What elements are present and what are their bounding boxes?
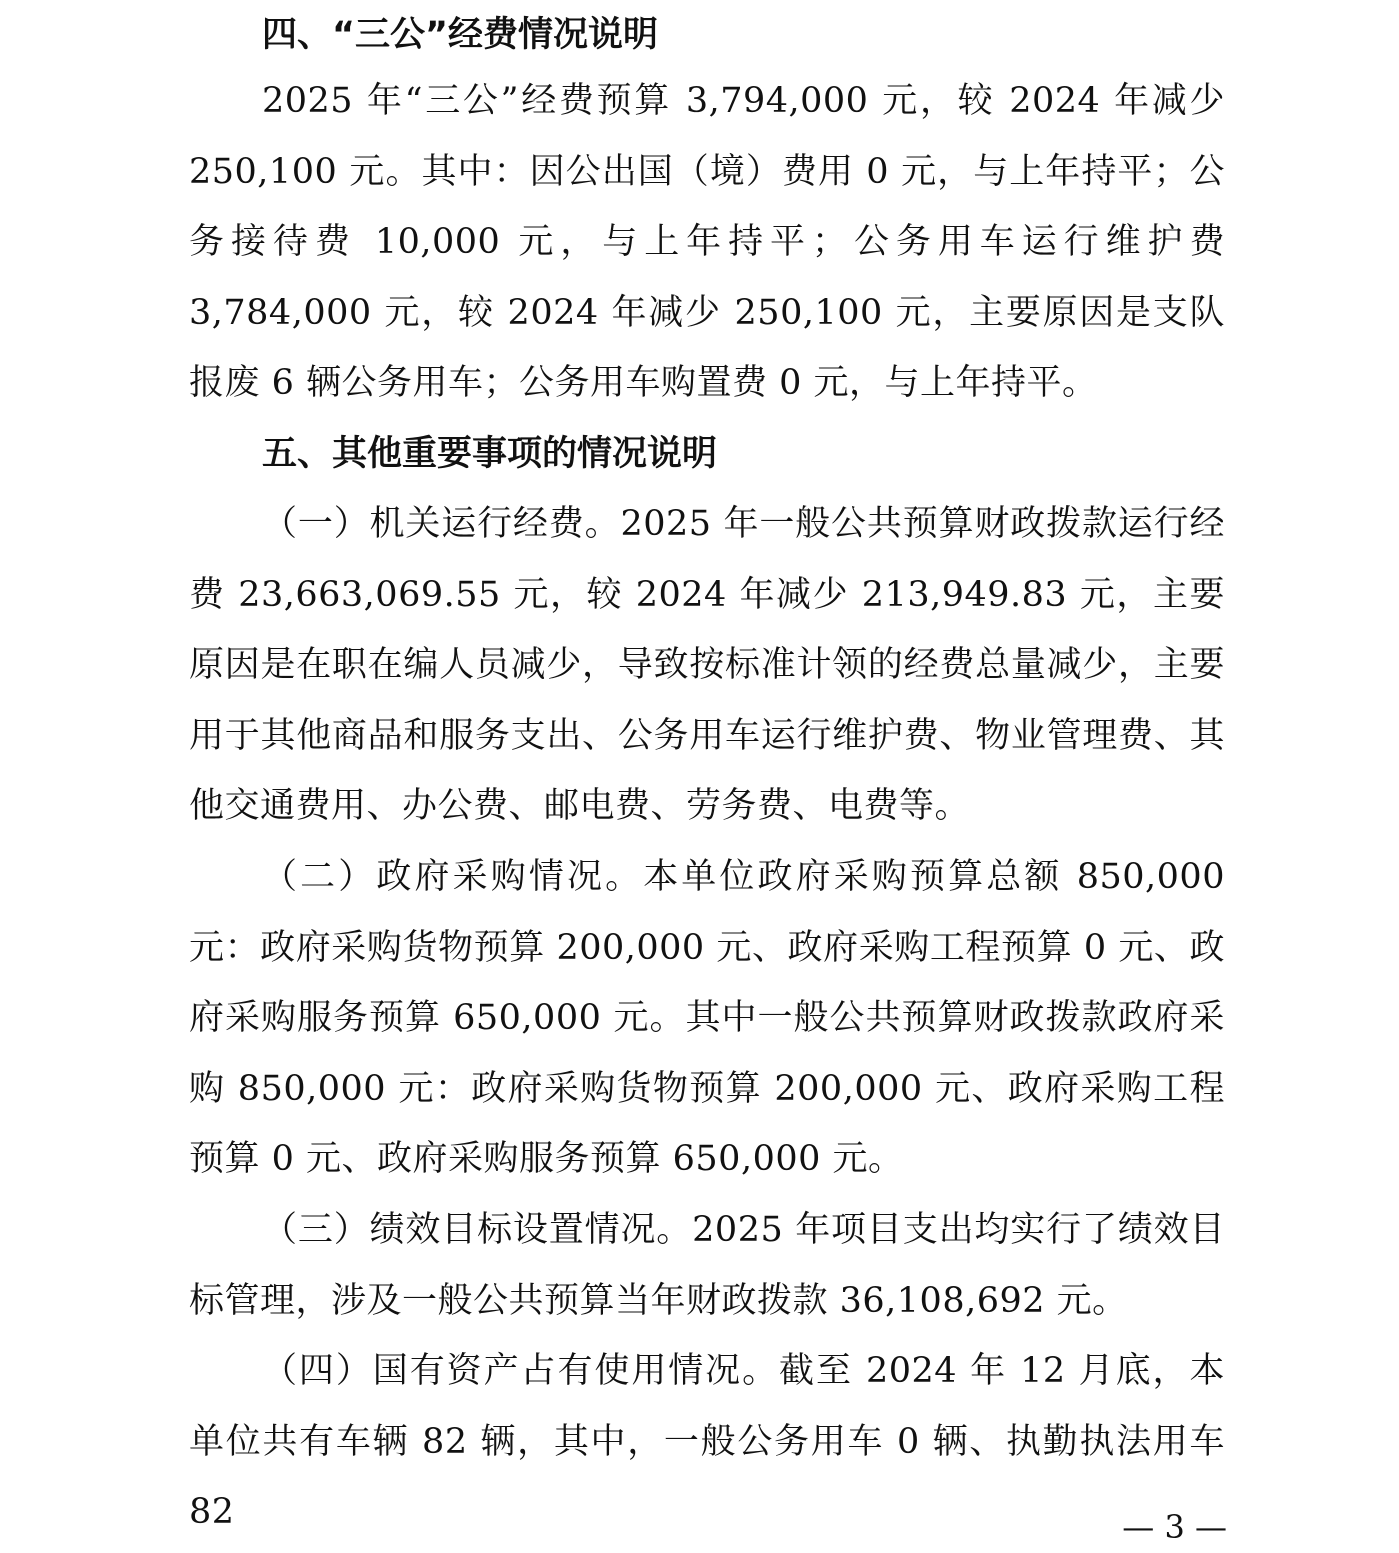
- section-5-item-3-block: [189, 1195, 1225, 1336]
- item-3-lead: （三）绩效目标设置情况。: [262, 1210, 693, 1250]
- page-number: — 3 —: [1122, 1508, 1227, 1546]
- section-5-item-2-block: [189, 842, 1225, 1195]
- section-5-heading: 五、其他重要事项的情况说明: [262, 434, 718, 474]
- item-2-lead: （二）政府采购情况。: [262, 857, 644, 897]
- item-3-body: 2025 年项目支出均实行了绩效目标管理，涉及一般公共预算当年财政拨款 36,108,692 元。: [189, 1210, 1225, 1321]
- item-4-paragraph: [189, 1336, 1225, 1548]
- section-5-item-4-block: [189, 1336, 1225, 1548]
- item-4-body: 截至 2024 年 12 月底，本单位共有车辆 82 辆，其中，一般公务用车 0 辆、执勤执法用车 82: [189, 1351, 1225, 1532]
- item-1-body: 2025 年一般公共预算财政拨款运行经费 23,663,069.55 元，较 2024 年减少 213,949.83 元，主要原因是在职在编人员减少，导致按标准计领的经费总量减少，主要用于其他商品和服务支出、公务用车运行维护费、物业管理费、其他交通费用、办公费、邮电费、劳务费、电费等。: [189, 504, 1225, 826]
- item-4-lead: （四）国有资产占有使用情况。: [262, 1351, 780, 1391]
- item-2-body: 本单位政府采购预算总额 850,000 元：政府采购货物预算 200,000 元、政府采购工程预算 0 元、政府采购服务预算 650,000 元。其中一般公共预算财政拨款政府采购 850,000 元：政府采购货物预算 200,000 元、政府采购工程预算 0 元、政府采购服务预算 650,000 元。: [189, 857, 1225, 1179]
- section-4-heading: 四、“三公”经费情况说明: [262, 15, 659, 55]
- section-4-paragraph: 2025 年“三公”经费预算 3,794,000 元，较 2024 年减少 250,100 元。其中：因公出国（境）费用 0 元，与上年持平；公务接待费 10,000 元，与上年持平；公务用车运行维护费 3,784,000 元，较 2024 年减少 250,100 元，主要原因是支队报废 6 辆公务用车；公务用车购置费 0 元，与上年持平。: [189, 81, 1225, 403]
- item-1-lead: （一）机关运行经费。: [262, 504, 621, 544]
- item-1-paragraph: [189, 489, 1225, 842]
- item-2-paragraph: [189, 842, 1225, 1195]
- section-4-body-block: [189, 66, 1225, 419]
- item-3-paragraph: [189, 1195, 1225, 1336]
- section-5-item-1-block: [189, 489, 1225, 842]
